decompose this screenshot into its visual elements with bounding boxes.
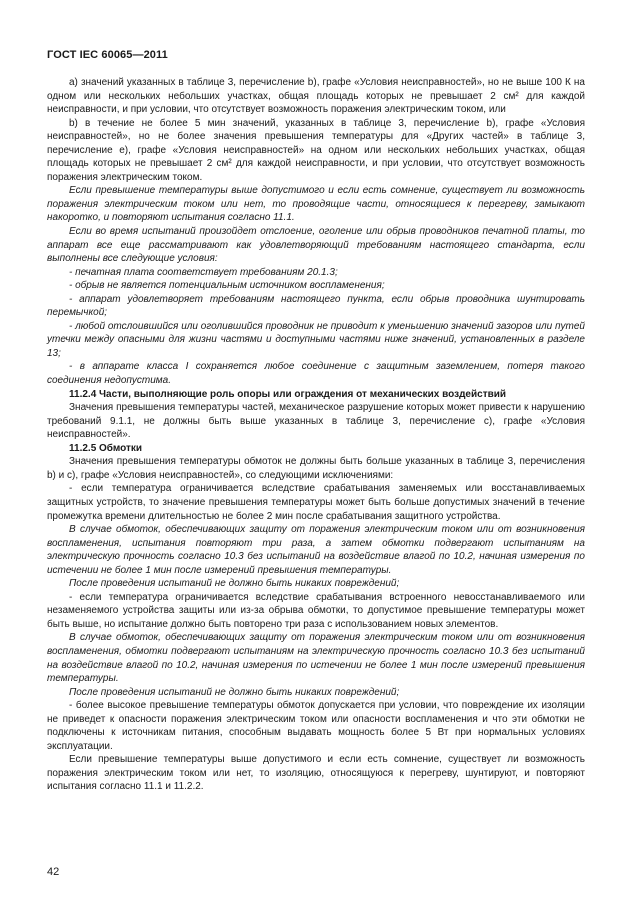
section-heading: 11.2.5 Обмотки	[69, 442, 143, 454]
paragraph: После проведения испытаний не должно быть никаких повреждений;	[69, 578, 400, 590]
paragraph: Значения превышения температуры обмоток не должны быть больше указанных в таблице 3, перечисления b) и с), графе «Условия неисправностей», со следующими исключениями:	[47, 456, 585, 481]
paragraph: b) в течение не более 5 мин значений, указанных в таблице 3, перечисление b), графе «Условия неисправностей», но не более значения превышения температуры для «Других частей» в таблице 3, перечисление e), графе «Условия неисправностей» на одном или нескольких небольших участках, общая площадь которых не превышает 2 см² для каждой неисправности, и при условии, что отсутствует возможность поражения электрическим током.	[47, 117, 585, 183]
document-body	[47, 76, 585, 794]
page-number: 42	[47, 866, 60, 878]
list-item: - аппарат удовлетворяет требованиям настоящего пункта, если обрыв проводника шунтировать перемычкой;	[47, 293, 585, 319]
paragraph: В случае обмоток, обеспечивающих защиту от поражения электрическим током или от возникновения воспламенения, обмотки подвергают испытаниям на электрическую прочность согласно 10.3 без испытаний на воздействие влагой по 10.2, начиная измерения по истечении не более 1 мин после измерений превышения температуры.	[47, 632, 585, 685]
list-item: - если температура ограничивается вследствие срабатывания встроенного невосстанавливаемого или незаменяемого устройства защиты или из-за обрыва обмотки, то допустимое превышение температуры может быть выше, но испытание должно быть повторено три раза с использованием новых элементов.	[47, 591, 585, 630]
paragraph: После проведения испытаний не должно быть никаких повреждений;	[69, 686, 400, 698]
paragraph: Если во время испытаний произойдет отслоение, оголение или обрыв проводников печатной платы, то аппарат все еще рассматривают как удовлетворяющий требованиям настоящего стандарта, если выполнены все следующие условия:	[47, 226, 585, 265]
document-header: ГОСТ IEC 60065—2011	[47, 49, 168, 61]
list-item: - если температура ограничивается вследствие срабатывания заменяемых или восстанавливаемых защитных устройств, то значение превышения температуры может быть больше допустимых значений в течение промежутка времени длительностью не более 2 мин после срабатывания защитного устройства.	[47, 483, 585, 522]
paragraph: Если превышение температуры выше допустимого и если есть сомнение, существует ли возможность поражения электрическим током или нет, то изоляцию, относящуюся к перегреву, шунтируют, и повторяют испытания согласно 11.1 и 11.2.2.	[47, 754, 585, 793]
list-item: - печатная плата соответствует требованиям 20.1.3;	[69, 266, 338, 278]
list-item: - более высокое превышение температуры обмоток допускается при условии, что повреждение их изоляции не приведет к опасности поражения электрическим током или опасности воспламенения и что эти обмотки не подключены к источникам питания, способным выдавать мощность более 5 Вт при нормальных условиях эксплуатации.	[47, 700, 585, 752]
list-item: - обрыв не является потенциальным источником воспламенения;	[69, 280, 385, 292]
list-item: - в аппарате класса I сохраняется любое соединение с защитным заземлением, потеря такого соединения недопустима.	[47, 361, 585, 387]
paragraph: В случае обмоток, обеспечивающих защиту от поражения электрическим током или от возникновения воспламенения, испытания повторяют три раза, а затем обмотки подвергают испытаниям на электрическую прочность согласно 10.3 без испытаний на воздействие влагой по 10.2, начиная измерения по истечении не более 1 мин после измерений превышения температуры.	[47, 524, 585, 576]
paragraph: Значения превышения температуры частей, механическое разрушение которых может привести к нарушению требований 9.1.1, не должны быть выше указанных в таблице 3, перечисление с), графе «Условия неисправностей».	[47, 402, 585, 441]
paragraph: а) значений указанных в таблице 3, перечисление b), графе «Условия неисправностей», но не выше 100 К на одном или нескольких небольших участках, общая площадь которых не превышает 2 см² для каждой неисправности, и при условии, что отсутствует возможность поражения электрическим током, или	[47, 77, 585, 116]
section-heading: 11.2.4 Части, выполняющие роль опоры или ограждения от механических воздействий	[69, 388, 507, 400]
list-item: - любой отслоившийся или оголившийся проводник не приводит к уменьшению значений зазоров или путей утечки между опасными для жизни частями и доступными частями ниже значений, установленных в разделе 13;	[47, 320, 585, 359]
paragraph: Если превышение температуры выше допустимого и если есть сомнение, существует ли возможность поражения электрическим током или нет, то проводящие части, относящиеся к перегреву, замыкают накоротко, и повторяют испытания согласно 11.1.	[47, 185, 585, 224]
